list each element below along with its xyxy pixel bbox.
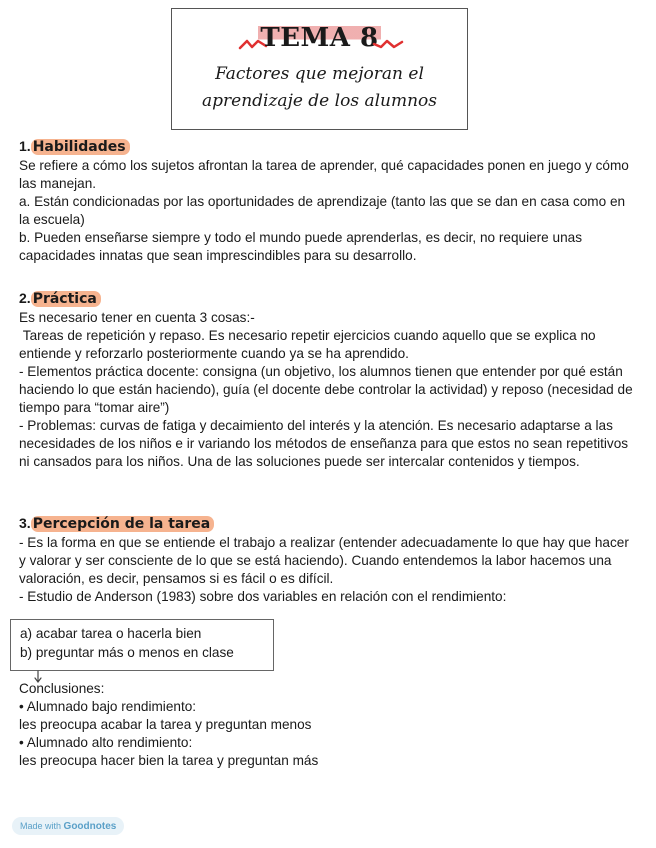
paragraph: - Elementos práctica docente: consigna (un objetivo, los alumnos tienen que entender por qué están haciendo lo que están haciendo), guía (el docente debe controlar la actividad) y reposo (necesidad de tiempo para “tomar aire”) <box>19 364 633 415</box>
paragraph: b. Pueden enseñarse siempre y todo el mundo puede aprenderlas, es decir, no requiere unas capacidades innatas que sean imprescindibles para su desarrollo. <box>19 230 582 263</box>
section-heading <box>19 137 637 156</box>
section-heading-text: Habilidades <box>31 139 130 155</box>
low-performance-label: • Alumnado bajo rendimiento: <box>19 699 197 714</box>
goodnotes-badge <box>12 817 124 835</box>
section-number: 2. <box>19 290 31 306</box>
paragraph: Se refiere a cómo los sujetos afrontan la tarea de aprender, qué capacidades ponen en juego y cómo las manejan. <box>19 158 629 191</box>
high-performance-text: les preocupa hacer bien la tarea y preguntan más <box>19 753 319 768</box>
section-practica <box>19 289 637 471</box>
low-performance-text: les preocupa acabar la tarea y preguntan menos <box>19 717 312 732</box>
section-percepcion <box>19 514 637 606</box>
page-title-text: TEMA 8 <box>260 23 379 53</box>
high-performance-label: • Alumnado alto rendimiento: <box>19 735 193 750</box>
page-subtitle <box>172 61 467 115</box>
paragraph: - Problemas: curvas de fatiga y decaimiento del interés y la atención. Es necesario adaptarse a las necesidades de los niños e ir variando los métodos de enseñanza para que estos no sean repetitivos ni cansados para los niños. Una de las soluciones puede ser intercalar contenidos y tiempos. <box>19 418 629 469</box>
goodnotes-logo-text: Goodnotes <box>63 821 117 832</box>
subtitle-line-2: aprendizaje de los alumnos <box>202 91 437 111</box>
section-heading <box>19 514 637 533</box>
section-heading-text: Percepción de la tarea <box>31 516 215 532</box>
made-with-text: Made with <box>20 821 62 831</box>
variables-box <box>10 619 274 671</box>
section-heading-text: Práctica <box>31 291 101 307</box>
conclusions-label: Conclusiones: <box>19 681 105 696</box>
paragraph: - Estudio de Anderson (1983) sobre dos variables en relación con el rendimiento: <box>19 589 507 604</box>
title-box <box>171 8 468 130</box>
paragraph: a. Están condicionadas por las oportunidades de aprendizaje (tanto las que se dan en casa como en la escuela) <box>19 194 626 227</box>
subtitle-line-1: Factores que mejoran el <box>215 64 424 84</box>
section-number: 3. <box>19 515 31 531</box>
section-number: 1. <box>19 138 31 154</box>
section-habilidades <box>19 137 637 265</box>
conclusions <box>19 680 637 770</box>
page-title <box>172 23 467 53</box>
paragraph: - Es la forma en que se entiende el trabajo a realizar (entender adecuadamente lo que hay que hacer y valorar y ser consciente de lo que se está haciendo). Cuando entendemos la labor hacemos una valoración, es decir, pensamos si es fácil o es difícil. <box>19 535 629 586</box>
variable-b: b) preguntar más o menos en clase <box>20 645 234 660</box>
paragraph: Es necesario tener en cuenta 3 cosas:- <box>19 310 255 325</box>
section-heading <box>19 289 637 308</box>
variable-a: a) acabar tarea o hacerla bien <box>20 626 202 641</box>
paragraph: Tareas de repetición y repaso. Es necesario repetir ejercicios cuando aquello que se explica no entiende y reforzarlo posteriormente cuando ya se ha aprendido. <box>19 328 600 361</box>
right-squiggle-icon <box>372 37 404 51</box>
